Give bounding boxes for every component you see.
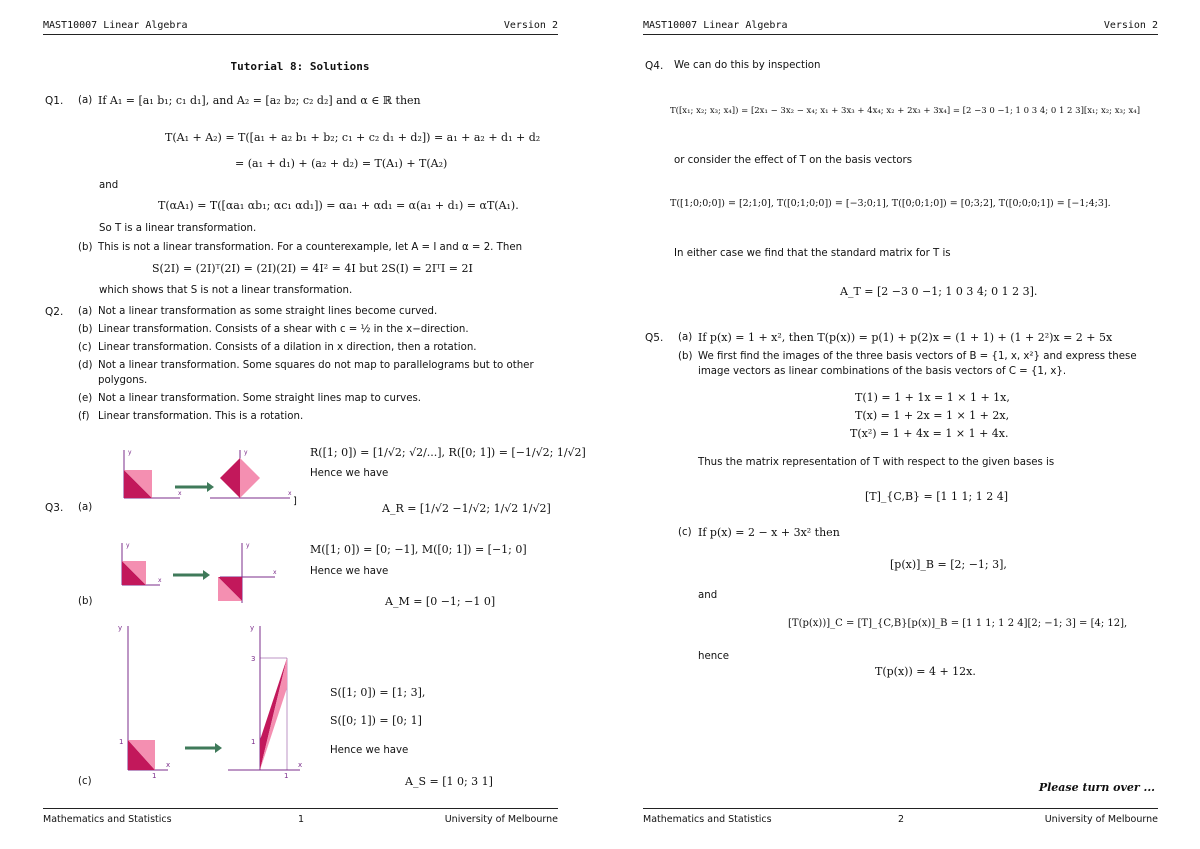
q2-item-b-label: (b) xyxy=(78,324,93,335)
q1-b-conclusion: which shows that S is not a linear transformation. xyxy=(99,285,353,296)
q2-label: Q2. xyxy=(45,306,64,318)
footer-dept: Mathematics and Statistics xyxy=(643,814,772,825)
q1-a-line4: T(αA₁) = T([αa₁ αb₁; αc₁ αd₁]) = αa₁ + αd₁ = α(a₁ + d₁) = αT(A₁). xyxy=(158,199,519,212)
q3-c-tick-x1: 1 xyxy=(152,772,157,780)
q1-a-label: (a) xyxy=(78,95,93,106)
q5-b-label: (b) xyxy=(678,351,693,362)
q4-equation-1: T([x₁; x₂; x₃; x₄]) = [2x₁ − 3x₂ − x₄; x₁ + 3x₃ + 4x₄; x₂ + 2x₃ + 3x₄] = [2 −3 0 −1; 1 0 3 4; 0 1 2 3][x₁; x₂; x₃; x₄] xyxy=(670,106,1141,116)
q5-c-label: (c) xyxy=(678,527,692,538)
q2-item-b-text: Linear transformation. Consists of a shear with c = ½ in the x−direction. xyxy=(98,324,469,335)
q5-b-matrix: [T]_{C,B} = [1 1 1; 1 2 4] xyxy=(865,490,1008,503)
q1-a-line2: T(A₁ + A₂) = T([a₁ + a₂ b₁ + b₂; c₁ + c₂ d₁ + d₂]) = a₁ + a₂ + d₁ + d₂ xyxy=(165,131,541,144)
q3-b-figure xyxy=(100,535,300,615)
q5-label: Q5. xyxy=(645,332,664,344)
q3-a-axis-x: x xyxy=(178,490,182,497)
q5-b-text-1: We first find the images of the three basis vectors of B = {1, x, x²} and express these xyxy=(698,351,1137,362)
q1-a-line1: If A₁ = [a₁ b₁; c₁ d₁], and A₂ = [a₂ b₂; c₂ d₂] and α ∈ ℝ then xyxy=(98,94,421,107)
q2-item-d-text: Not a linear transformation. Some squares do not map to parallelograms but to other xyxy=(98,360,534,371)
q1-a-conclusion: So T is a linear transformation. xyxy=(99,223,257,234)
page-2 xyxy=(600,0,1200,849)
q5-c-equation-2: [T(p(x))]_C = [T]_{C,B}[p(x)]_B = [1 1 1; 1 2 4][2; −1; 3] = [4; 12], xyxy=(788,618,1128,629)
q3-c-tick-y1: 1 xyxy=(119,738,124,746)
q2-item-e-text: Not a linear transformation. Some straight lines map to curves. xyxy=(98,393,422,404)
q3-b-label: (b) xyxy=(78,596,93,607)
q2-item-d-text-cont: polygons. xyxy=(98,375,148,386)
header-course: MAST10007 Linear Algebra xyxy=(43,20,188,31)
footer-dept: Mathematics and Statistics xyxy=(43,814,172,825)
q3-a-original xyxy=(124,449,182,498)
footer-university: University of Melbourne xyxy=(1044,814,1158,825)
q3-c-equation-2: S([0; 1]) = [0; 1] xyxy=(330,714,422,727)
q5-b-text-2: image vectors as linear combinations of the basis vectors of C = {1, x}. xyxy=(698,366,1067,377)
q5-b-equation-3: T(x²) = 1 + 4x = 1 × 1 + 4x. xyxy=(850,427,1009,440)
q3-a-label: (a) xyxy=(78,502,93,513)
q3-b-image-axis-x: x xyxy=(273,569,277,576)
q3-a-equation: R([1; 0]) = [1/√2; √2/...], R([0; 1]) = [−1/√2; 1/√2] xyxy=(310,446,586,459)
q5-b-equation-1: T(1) = 1 + 1x = 1 × 1 + 1x, xyxy=(855,391,1010,404)
q3-c-axis-y: y xyxy=(118,624,123,632)
header-course: MAST10007 Linear Algebra xyxy=(643,20,788,31)
q3-c-image-axis-y: y xyxy=(250,624,255,632)
q3-c-label: (c) xyxy=(78,776,92,787)
q5-c-text: If p(x) = 2 − x + 3x² then xyxy=(698,526,840,539)
q3-c-figure xyxy=(110,620,310,785)
q3-b-image xyxy=(218,542,277,603)
q3-b-axis-y: y xyxy=(126,542,130,549)
q3-c-image xyxy=(228,624,302,780)
q5-b-thus: Thus the matrix representation of T with respect to the given bases is xyxy=(698,457,1055,468)
please-turn-over: Please turn over ... xyxy=(1038,781,1155,794)
q5-a-label: (a) xyxy=(678,332,693,343)
q3-c-matrix: A_S = [1 0; 3 1] xyxy=(405,775,493,788)
q1-label: Q1. xyxy=(45,95,64,107)
q4-or: or consider the effect of T on the basis vectors xyxy=(674,155,913,166)
q2-item-d-label: (d) xyxy=(78,360,93,371)
q4-intro: We can do this by inspection xyxy=(674,60,821,71)
footer-rule xyxy=(643,808,1158,809)
q3-a-image xyxy=(210,449,297,507)
q5-c-equation-3: T(p(x)) = 4 + 12x. xyxy=(875,665,976,678)
q5-b-equation-2: T(x) = 1 + 2x = 1 × 1 + 2x, xyxy=(855,409,1010,422)
header-rule xyxy=(43,34,558,35)
q3-a-image-axis-y: y xyxy=(244,449,248,456)
q3-c-original xyxy=(118,624,170,780)
q3-a-axis-y: y xyxy=(128,449,132,456)
q3-a-hence: Hence we have xyxy=(310,468,389,479)
q5-c-hence: hence xyxy=(698,651,730,662)
q3-b-axis-x: x xyxy=(158,577,162,584)
q5-c-and: and xyxy=(698,590,718,601)
footer-page-number: 2 xyxy=(898,814,905,825)
q4-equation-2: T([1;0;0;0]) = [2;1;0], T([0;1;0;0]) = [−3;0;1], T([0;0;1;0]) = [0;3;2], T([0;0;0;1]) = [−1;4;3]. xyxy=(670,198,1111,209)
q4-label: Q4. xyxy=(645,60,664,72)
q3-c-image-tick-x1: 1 xyxy=(284,772,289,780)
q3-b-equation: M([1; 0]) = [0; −1], M([0; 1]) = [−1; 0] xyxy=(310,543,527,556)
q4-equation-3: A_T = [2 −3 0 −1; 1 0 3 4; 0 1 2 3]. xyxy=(840,285,1038,298)
header-version: Version 2 xyxy=(503,20,558,31)
q1-a-line3: = (a₁ + d₁) + (a₂ + d₂) = T(A₁) + T(A₂) xyxy=(235,157,448,170)
q3-c-equation-1: S([1; 0]) = [1; 3], xyxy=(330,686,426,699)
q3-c-hence: Hence we have xyxy=(330,745,409,756)
q3-c-image-axis-x: x xyxy=(298,761,303,769)
q2-item-f-text: Linear transformation. This is a rotation. xyxy=(98,411,304,422)
header-version: Version 2 xyxy=(1103,20,1158,31)
q3-b-hence: Hence we have xyxy=(310,566,389,577)
svg-text:]: ] xyxy=(293,496,297,507)
q1-b-label: (b) xyxy=(78,242,93,253)
q2-item-f-label: (f) xyxy=(78,411,90,422)
q3-a-image-axis-x: x xyxy=(288,490,292,497)
q3-c-image-tick-y3: 3 xyxy=(251,655,256,663)
footer-rule xyxy=(43,808,558,809)
q5-c-equation-1: [p(x)]_B = [2; −1; 3], xyxy=(890,558,1007,571)
q5-a-text: If p(x) = 1 + x², then T(p(x)) = p(1) + p(2)x = (1 + 1) + (1 + 2²)x = 2 + 5x xyxy=(698,331,1113,344)
q1-b-line1: This is not a linear transformation. For a counterexample, let A = I and α = 2. Then xyxy=(98,242,523,253)
q3-label: Q3. xyxy=(45,502,64,514)
q3-c-axis-x: x xyxy=(166,761,171,769)
q2-item-a-label: (a) xyxy=(78,306,93,317)
q3-c-image-tick-y1: 1 xyxy=(251,738,256,746)
q3-a-figure xyxy=(110,440,310,520)
q2-item-c-label: (c) xyxy=(78,342,92,353)
q2-item-a-text: Not a linear transformation as some straight lines become curved. xyxy=(98,306,438,317)
q2-item-c-text: Linear transformation. Consists of a dilation in x direction, then a rotation. xyxy=(98,342,477,353)
q3-b-image-axis-y: y xyxy=(246,542,250,549)
footer-page-number: 1 xyxy=(298,814,305,825)
page-title: Tutorial 8: Solutions xyxy=(230,60,370,73)
q2-item-e-label: (e) xyxy=(78,393,93,404)
q1-a-and: and xyxy=(99,180,119,191)
q1-b-line2: S(2I) = (2I)ᵀ(2I) = (2I)(2I) = 4I² = 4I but 2S(I) = 2IᵀI = 2I xyxy=(152,262,473,275)
q3-b-matrix: A_M = [0 −1; −1 0] xyxy=(385,595,496,608)
q4-either: In either case we find that the standard matrix for T is xyxy=(674,248,951,259)
q3-b-original xyxy=(122,542,162,585)
q3-a-matrix: A_R = [1/√2 −1/√2; 1/√2 1/√2] xyxy=(382,502,551,515)
footer-university: University of Melbourne xyxy=(444,814,558,825)
header-rule xyxy=(643,34,1158,35)
